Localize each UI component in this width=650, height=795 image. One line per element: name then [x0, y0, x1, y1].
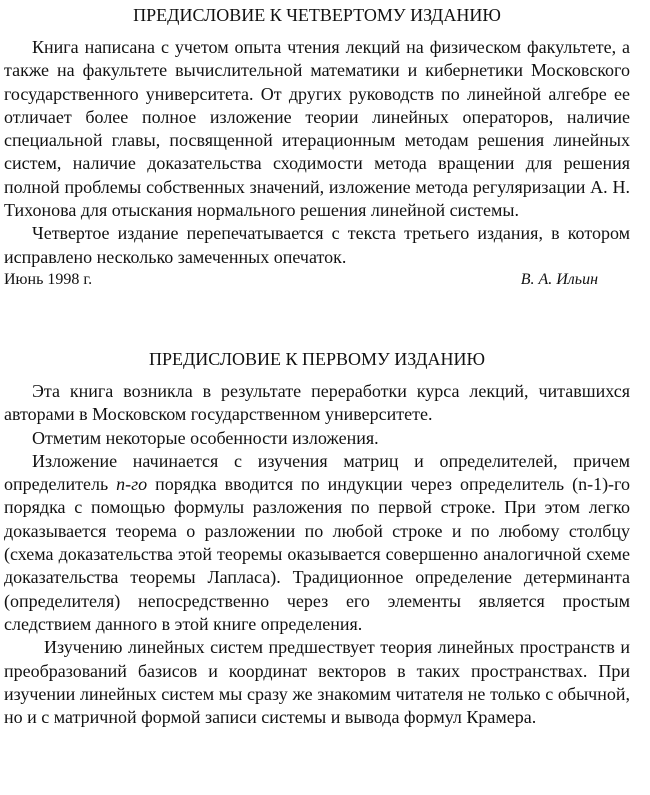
paragraph-3-start: Изложение начинается с изучения матриц и определителей, причем определитель	[4, 450, 630, 495]
section-spacer	[4, 291, 630, 347]
preface-first-title: ПРЕДИСЛОВИЕ К ПЕРВОМУ ИЗДАНИЮ	[148, 348, 485, 369]
preface-first-edition	[4, 347, 630, 729]
preface-fourth-paragraph-2: Четвертое издание перепечатывается с текста третьего издания, в котором исправлено несколько замеченных опечаток.	[4, 223, 630, 267]
paragraph-3-italic-term: n-го	[116, 474, 148, 495]
preface-fourth-paragraph-1: Книга написана с учетом опыта чтения лекций на физическом факультете, а также на факультете вычислительной математики и кибернетики Московского государственного университета. От других руководств по линейной алгебре ее отличает более полное изложение теории линейных операторов, наличие специальной главы, посвященной итерационным методам решения линейных систем, наличие доказательства сходимости метода вращении для решения полной проблемы собственных значений, изложение метода регуляризации А. Н. Тихонова для отыскания нормального решения линейной системы.	[4, 37, 630, 221]
preface-first-paragraph-1: Эта книга возникла в результате переработки курса лекций, читавшихся авторами в Московском государственном университете.	[4, 380, 630, 425]
preface-first-paragraph-4: Изучению линейных систем предшествует теория линейных пространств и преобразований базисов и координат векторов в таких пространствах. При изучении линейных систем мы сразу же знакомим читателя не только с обычной, но и с матричной формой записи системы и вывода формул Крамера.	[4, 637, 630, 728]
preface-first-paragraph-2: Отметим некоторые особенности изложения.	[32, 427, 379, 448]
signature-row	[4, 269, 630, 291]
preface-fourth-title: ПРЕДИСЛОВИЕ К ЧЕТВЕРТОМУ ИЗДАНИЮ	[133, 5, 501, 25]
signature-author: В. А. Ильин	[520, 270, 598, 288]
signature-date: Июнь 1998 г.	[4, 270, 93, 288]
preface-first-paragraph-3	[4, 450, 630, 636]
paragraph-3-end: порядка вводится по индукции через определитель (n-1)-го порядка с помощью формулы разложения по первой строке. При этом легко доказывается теорема о разложении по любой строке и по любому столбцу (схема доказательства этой теоремы оказывается совершенно аналогичной схеме доказательства теоремы Лапласа). Традиционное определение детерминанта (определителя) непосредственно через его элементы является простым следствием данного в этой книге определения.	[4, 474, 630, 634]
preface-fourth-edition	[4, 3, 630, 291]
